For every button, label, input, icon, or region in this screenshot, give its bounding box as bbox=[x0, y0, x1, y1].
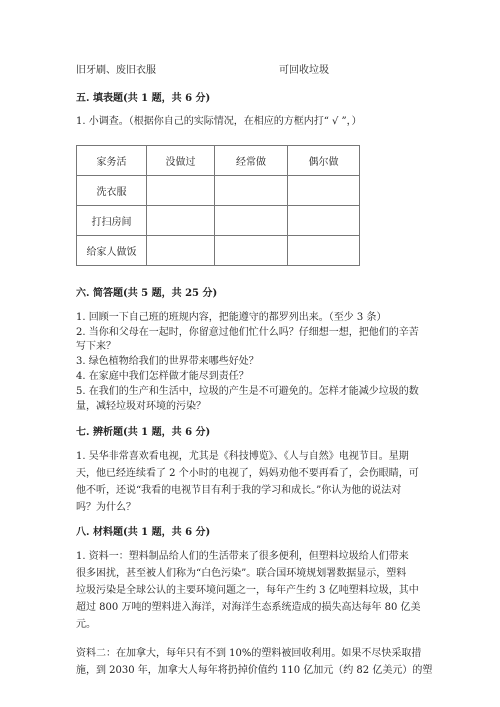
chore-label: 给家人做饭 bbox=[77, 236, 147, 266]
checkbox-cell[interactable] bbox=[147, 176, 215, 206]
table-header-cell: 没做过 bbox=[147, 146, 215, 176]
chore-label: 洗衣服 bbox=[77, 176, 147, 206]
short-answer-question: 5. 在我们的生产和生活中，垃圾的产生是不可避免的。怎样才能减少垃圾的数 bbox=[76, 386, 419, 397]
analysis-question-text: 他不听，还说“我看的电视节目有利于我的学习和成长。”你认为他的说法对 bbox=[76, 485, 402, 496]
checkbox-cell[interactable] bbox=[288, 176, 360, 206]
checkbox-cell[interactable] bbox=[288, 236, 360, 266]
short-answer-question: 1. 回顾一下自己班的班规内容，把能遵守的都罗列出来。（至少 3 条） bbox=[76, 312, 387, 323]
checkbox-cell[interactable] bbox=[147, 206, 215, 236]
material-1-text: 很多困扰，甚至被人们称为“白色污染”。联合国环境规划署数据显示，塑料 bbox=[76, 568, 407, 579]
table-header-cell: 偶尔做 bbox=[288, 146, 360, 176]
table-row bbox=[77, 236, 360, 266]
material-1-text: 元。 bbox=[76, 619, 96, 630]
checkbox-cell[interactable] bbox=[215, 236, 288, 266]
analysis-question-text: 天，他已经连续看了 2 个小时的电视了，妈妈劝他不要再看了，会伤眼睛，可 bbox=[76, 468, 419, 479]
table-header-cell: 经常做 bbox=[215, 146, 288, 176]
survey-table bbox=[76, 145, 360, 266]
material-1-text: 超过 800 万吨的塑料进入海洋，对海洋生态系统造成的损失高达每年 80 亿美 bbox=[76, 602, 421, 613]
short-answer-question: 量，减轻垃圾对环境的污染？ bbox=[76, 401, 206, 412]
table-header-cell: 家务活 bbox=[77, 146, 147, 176]
table-header-row bbox=[77, 146, 360, 176]
checkbox-cell[interactable] bbox=[215, 206, 288, 236]
chore-label: 打扫房间 bbox=[77, 206, 147, 236]
checkbox-cell[interactable] bbox=[147, 236, 215, 266]
analysis-question-text: 1. 吴华非常喜欢看电视，尤其是《科技博览》、《人与自然》电视节目。星期 bbox=[76, 451, 409, 462]
section-7-heading: 七. 辨析题(共 1 题，共 6 分) bbox=[76, 427, 211, 438]
section-5-question-1: 1. 小调查。（根据你自己的实际情况，在相应的方框内打“ √ ”，） bbox=[76, 116, 362, 127]
material-2-text: 施，到 2030 年，加拿大人每年将扔掉价值约 110 亿加元（约 82 亿美元）的塑 bbox=[76, 665, 433, 676]
short-answer-question: 写下来？ bbox=[76, 341, 116, 352]
table-row bbox=[77, 206, 360, 236]
section-5-heading: 五. 填表题(共 1 题，共 6 分) bbox=[76, 93, 211, 104]
section-6-heading: 六. 简答题(共 5 题，共 25 分) bbox=[76, 288, 218, 299]
material-1-text: 垃圾污染是全球公认的主要环境问题之一，每年产生约 3 亿吨塑料垃圾，其中 bbox=[76, 585, 419, 596]
section-8-heading: 八. 材料题(共 1 题，共 6 分) bbox=[76, 527, 211, 538]
short-answer-question: 3. 绿色植物给我们的世界带来哪些好处？ bbox=[76, 356, 259, 367]
answer-category-text: 可回收垃圾 bbox=[279, 65, 329, 76]
analysis-question-text: 吗？为什么？ bbox=[76, 502, 136, 513]
short-answer-question: 4. 在家庭中我们怎样做才能尽到责任？ bbox=[76, 371, 249, 382]
material-1-text: 1. 资料一：塑料制品给人们的生活带来了很多便利，但塑料垃圾给人们带来 bbox=[76, 551, 409, 562]
table-row bbox=[77, 176, 360, 206]
answer-item-text: 旧牙刷、废旧衣服 bbox=[76, 65, 156, 76]
short-answer-question: 2. 当你和父母在一起时，你留意过他们忙什么吗？仔细想一想，把他们的辛苦 bbox=[76, 327, 419, 338]
checkbox-cell[interactable] bbox=[288, 206, 360, 236]
checkbox-cell[interactable] bbox=[215, 176, 288, 206]
material-2-text: 资料二：在加拿大，每年只有不到 10%的塑料被回收利用。如果不尽快采取措 bbox=[76, 648, 422, 659]
